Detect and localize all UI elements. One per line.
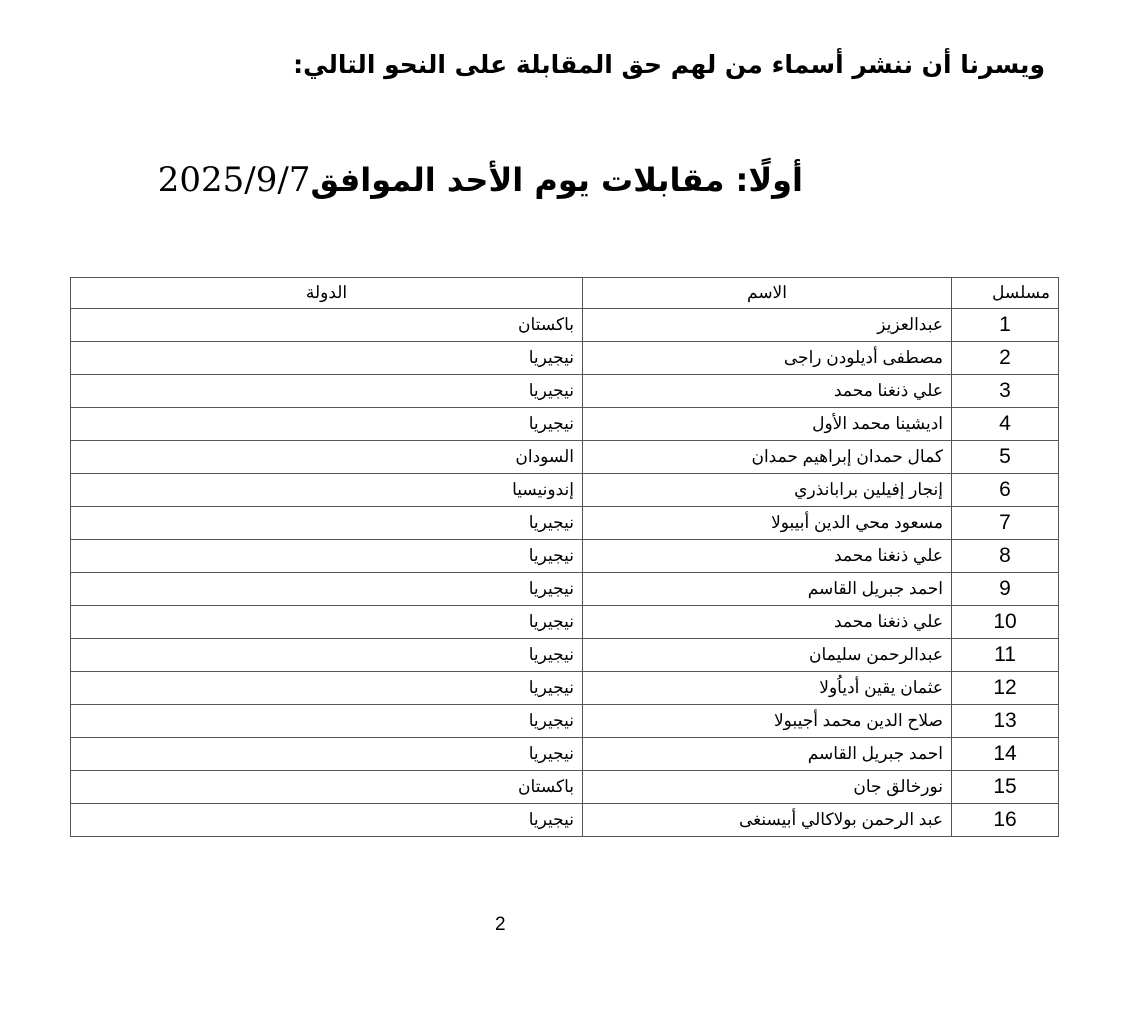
table-row (71, 672, 1059, 705)
cell-serial: 6 (952, 474, 1059, 507)
section-title (158, 160, 803, 200)
cell-country: نيجيريا (71, 672, 583, 705)
table-row (71, 738, 1059, 771)
cell-country: نيجيريا (71, 540, 583, 573)
header-country: الدولة (71, 278, 583, 309)
cell-country: نيجيريا (71, 375, 583, 408)
table-row (71, 705, 1059, 738)
table-row (71, 309, 1059, 342)
cell-country: نيجيريا (71, 738, 583, 771)
cell-country: باكستان (71, 309, 583, 342)
header-serial: مسلسل (952, 278, 1059, 309)
cell-serial: 10 (952, 606, 1059, 639)
table-row (71, 441, 1059, 474)
cell-name: عثمان يقين أدياُولا (583, 672, 952, 705)
cell-serial: 11 (952, 639, 1059, 672)
cell-country: نيجيريا (71, 507, 583, 540)
cell-name: صلاح الدين محمد أجيبولا (583, 705, 952, 738)
cell-serial: 1 (952, 309, 1059, 342)
cell-name: كمال حمدان إبراهيم حمدان (583, 441, 952, 474)
cell-country: نيجيريا (71, 639, 583, 672)
cell-country: نيجيريا (71, 705, 583, 738)
header-name: الاسم (583, 278, 952, 309)
table-row (71, 540, 1059, 573)
section-title-date: 2025/9/7 (157, 160, 311, 200)
interview-table (70, 277, 1059, 837)
cell-country: نيجيريا (71, 342, 583, 375)
cell-country: نيجيريا (71, 573, 583, 606)
section-title-text: أولًا: مقابلات يوم الأحد الموافق (310, 161, 803, 199)
cell-serial: 5 (952, 441, 1059, 474)
table-row (71, 375, 1059, 408)
table-row (71, 771, 1059, 804)
page-number: 2 (495, 914, 506, 935)
cell-country: السودان (71, 441, 583, 474)
cell-serial: 13 (952, 705, 1059, 738)
table-row (71, 342, 1059, 375)
cell-serial: 16 (952, 804, 1059, 837)
cell-country: نيجيريا (71, 606, 583, 639)
cell-name: مصطفى أديلودن راجى (583, 342, 952, 375)
cell-country: إندونيسيا (71, 474, 583, 507)
cell-name: عبدالعزيز (583, 309, 952, 342)
table-row (71, 606, 1059, 639)
table-header-row (71, 278, 1059, 309)
table-row (71, 804, 1059, 837)
cell-country: نيجيريا (71, 804, 583, 837)
intro-text: ويسرنا أن ننشر أسماء من لهم حق المقابلة على النحو التالي: (293, 50, 1045, 79)
cell-country: نيجيريا (71, 408, 583, 441)
cell-serial: 12 (952, 672, 1059, 705)
cell-name: نورخالق جان (583, 771, 952, 804)
cell-serial: 2 (952, 342, 1059, 375)
cell-name: عبدالرحمن سليمان (583, 639, 952, 672)
cell-serial: 8 (952, 540, 1059, 573)
cell-name: علي ذنغنا محمد (583, 375, 952, 408)
cell-serial: 4 (952, 408, 1059, 441)
cell-serial: 9 (952, 573, 1059, 606)
cell-serial: 14 (952, 738, 1059, 771)
cell-name: احمد جبريل القاسم (583, 573, 952, 606)
cell-name: مسعود محي الدين أبيبولا (583, 507, 952, 540)
table-row (71, 474, 1059, 507)
cell-name: علي ذنغنا محمد (583, 540, 952, 573)
cell-name: اديشينا محمد الأول (583, 408, 952, 441)
table-row (71, 507, 1059, 540)
cell-country: باكستان (71, 771, 583, 804)
table-row (71, 639, 1059, 672)
cell-name: احمد جبريل القاسم (583, 738, 952, 771)
cell-serial: 15 (952, 771, 1059, 804)
table-row (71, 408, 1059, 441)
table-row (71, 573, 1059, 606)
cell-name: إنجار إفيلين برابانذري (583, 474, 952, 507)
cell-serial: 7 (952, 507, 1059, 540)
cell-serial: 3 (952, 375, 1059, 408)
cell-name: عبد الرحمن بولاكالي أبيسنغى (583, 804, 952, 837)
cell-name: علي ذنغنا محمد (583, 606, 952, 639)
